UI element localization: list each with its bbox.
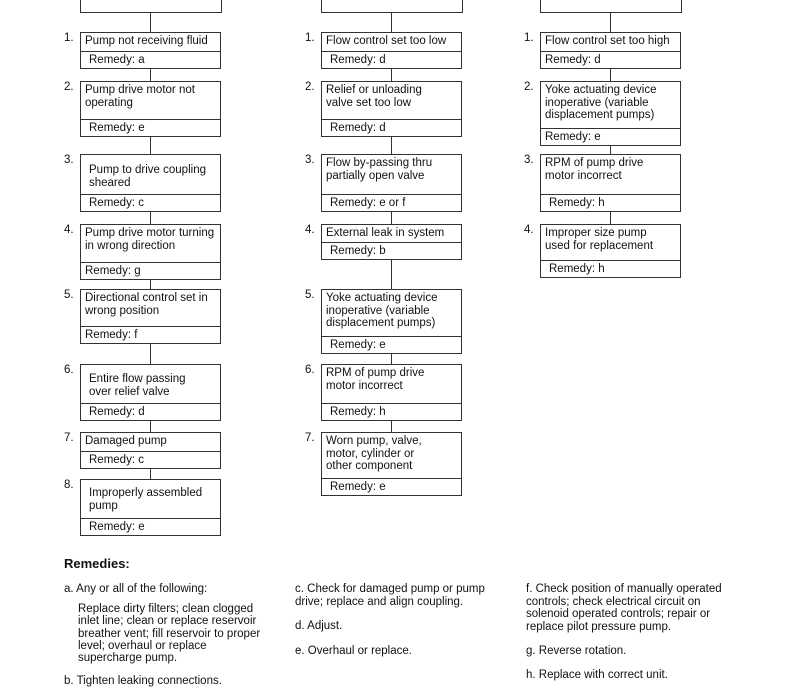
cause-box [80,479,221,536]
connector-line [391,12,392,32]
item-number: 8. [64,479,74,491]
remedy-f: f. Check position of manually operated controls; check electrical circuit on solenoid operated controls; repair or replace pilot pressure pump. [526,583,722,633]
connector-line [610,12,611,32]
cause-text: Improperly assembled pump [89,487,203,512]
connector-line [391,421,392,432]
cause-text: Worn pump, valve, motor, cylinder or other component [326,435,422,472]
cause-text: Yoke actuating device inoperative (variable displacement pumps) [545,84,657,121]
connector-line [150,137,151,154]
remedy-text: Remedy: d [322,51,461,69]
item-number: 5. [64,289,74,301]
remedy-a-heading: a. Any or all of the following: [64,583,208,595]
connector-line [150,469,151,479]
remedy-text: Remedy: e [81,518,220,536]
remedy-text: Remedy: b [322,242,461,260]
cause-box [321,224,462,260]
remedy-b: b. Tighten leaking connections. [64,675,222,687]
remedy-text: Remedy: e [322,336,461,354]
cause-box [540,81,681,146]
cause-box [80,224,221,280]
cause-box [540,154,681,212]
remedy-text: Remedy: c [81,194,220,212]
item-number: 5. [305,289,315,301]
remedy-text: Remedy: c [81,451,220,469]
item-number: 2. [524,81,534,93]
cause-text: RPM of pump drive motor incorrect [545,157,644,182]
cause-box [321,154,462,212]
remedies-title: Remedies: [64,556,130,571]
remedy-text: Remedy: h [322,403,461,421]
item-number: 4. [305,224,315,236]
cause-box [321,432,462,496]
cause-text: Pump drive motor turning in wrong direction [85,227,215,252]
remedy-text: Remedy: g [81,262,220,280]
column-header-stub [321,0,463,13]
item-number: 1. [524,32,534,44]
cause-box [321,32,462,69]
connector-line [391,137,392,154]
item-number: 2. [64,81,74,93]
remedy-d: d. Adjust. [295,620,343,632]
connector-line [150,421,151,432]
cause-box [321,81,462,137]
cause-text: RPM of pump drive motor incorrect [326,367,425,392]
cause-box [321,289,462,354]
remedy-text: Remedy: f [81,326,220,344]
connector-line [150,280,151,289]
cause-text: Yoke actuating device inoperative (variable displacement pumps) [326,292,438,329]
connector-line [150,344,151,364]
cause-box [80,32,221,69]
cause-text: Flow by-passing thru partially open valve [326,157,433,182]
connector-line [610,69,611,81]
remedy-text: Remedy: d [322,119,461,137]
item-number: 6. [64,364,74,376]
cause-text: Pump drive motor not operating [85,84,195,109]
item-number: 2. [305,81,315,93]
cause-text: Flow control set too low [326,35,447,47]
cause-text: Flow control set too high [545,35,670,47]
cause-text: Directional control set in wrong position [85,292,208,317]
cause-box [321,364,462,421]
remedy-text: Remedy: d [541,51,680,69]
column-header-stub [80,0,222,13]
remedy-text: Remedy: d [81,403,220,421]
connector-line [150,69,151,81]
item-number: 7. [64,432,74,444]
remedy-text: Remedy: e [322,478,461,496]
column-header-stub [540,0,682,13]
remedy-h: h. Replace with correct unit. [526,669,668,681]
cause-box [80,364,221,421]
item-number: 3. [524,154,534,166]
item-number: 3. [64,154,74,166]
connector-line [391,354,392,364]
item-number: 7. [305,432,315,444]
item-number: 3. [305,154,315,166]
connector-line [391,69,392,81]
cause-box [80,289,221,344]
cause-text: Damaged pump [85,435,167,447]
remedy-text: Remedy: h [541,260,680,278]
connector-line [610,212,611,224]
cause-text: Pump not receiving fluid [85,35,208,47]
cause-box [540,224,681,278]
item-number: 4. [524,224,534,236]
cause-text: Pump to drive coupling sheared [89,164,206,189]
item-number: 1. [305,32,315,44]
cause-text: Entire flow passing over relief valve [89,373,186,398]
connector-line [150,12,151,32]
cause-text: Improper size pump used for replacement [545,227,654,252]
remedy-text: Remedy: e [541,128,680,146]
item-number: 4. [64,224,74,236]
connector-line [150,212,151,224]
remedy-e: e. Overhaul or replace. [295,645,412,657]
cause-box [80,154,221,212]
cause-box [80,432,221,469]
connector-line [391,212,392,224]
remedy-text: Remedy: a [81,51,220,69]
remedy-a-body: Replace dirty filters; clean clogged inlet line; clean or replace reservoir breather vent; fill reservoir to proper level; overhaul or replace supercharge pump. [78,603,261,665]
remedy-c: c. Check for damaged pump or pump drive; replace and align coupling. [295,583,485,608]
connector-line [391,260,392,289]
remedy-text: Remedy: h [541,194,680,212]
remedy-g: g. Reverse rotation. [526,645,627,657]
item-number: 1. [64,32,74,44]
item-number: 6. [305,364,315,376]
cause-text: External leak in system [326,227,445,239]
connector-line [610,146,611,154]
remedy-text: Remedy: e [81,119,220,137]
cause-text: Relief or unloading valve set too low [326,84,422,109]
remedy-text: Remedy: e or f [322,194,461,212]
cause-box [80,81,221,137]
cause-box [540,32,681,69]
